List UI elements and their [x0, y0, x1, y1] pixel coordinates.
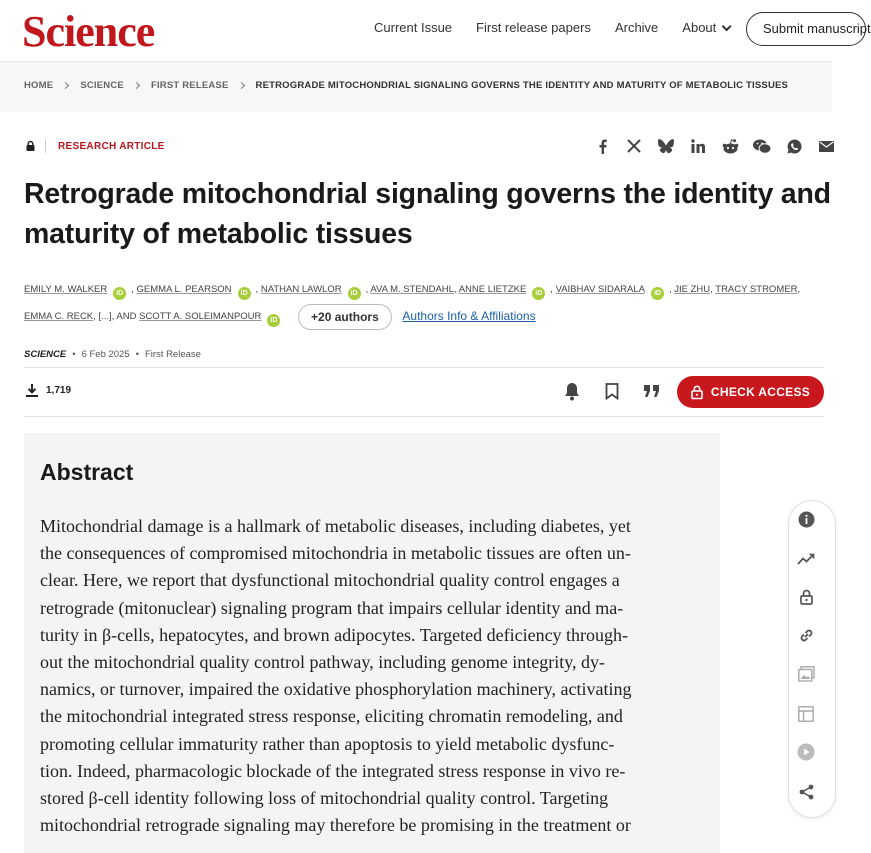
abstract-heading: Abstract: [40, 459, 134, 485]
nav-first-release[interactable]: First release papers: [476, 20, 591, 35]
share-icon[interactable]: [796, 782, 816, 802]
author-link[interactable]: EMILY M. WALKER: [24, 284, 108, 295]
orcid-icon[interactable]: iD: [532, 287, 545, 300]
article-side-rail: [788, 500, 836, 818]
author-link[interactable]: SCOTT A. SOLEIMANPOUR: [139, 311, 262, 323]
breadcrumb-current: RETROGRADE MITOCHONDRIAL SIGNALING GOVERNS THE IDENTITY AND MATURITY OF METABOLIC TISSUES: [255, 80, 789, 91]
abstract-line: namics, or turnover, impaired the oxidative phosphorylation machinery, activating: [40, 679, 632, 700]
orcid-icon[interactable]: iD: [238, 287, 251, 300]
chevron-down-icon: [722, 21, 732, 31]
science-logo[interactable]: Science: [22, 7, 155, 56]
info-icon[interactable]: [796, 509, 816, 529]
article-title: Retrograde mitochondrial signaling governs the identity and maturity of metabolic tissues: [24, 178, 831, 250]
authors-ellipsis[interactable]: [...]: [98, 311, 112, 323]
chevron-right-icon: [133, 82, 140, 89]
nav-about-label: About: [682, 20, 717, 35]
reddit-icon[interactable]: [714, 136, 746, 156]
divider: [45, 139, 46, 153]
author-link[interactable]: ANNE LIETZKE: [458, 284, 527, 295]
wechat-icon[interactable]: [746, 136, 778, 156]
divider: [24, 416, 824, 417]
lock-icon: [26, 141, 35, 151]
bookmark-icon[interactable]: [602, 381, 622, 401]
abstract-line: retrograde (mitonuclear) signaling program that impairs cellular identity and ma-: [40, 597, 624, 618]
nav-current-issue[interactable]: Current Issue: [374, 20, 453, 35]
author-link[interactable]: NATHAN LAWLOR: [260, 284, 342, 295]
article-tools: [562, 381, 682, 401]
abstract-line: turity in β-cells, hepatocytes, and brown adipocytes. Targeted deficiency through-: [40, 624, 629, 645]
tables-icon[interactable]: [796, 704, 816, 724]
lock-icon: [691, 385, 703, 399]
affiliations-link[interactable]: Authors Info & Affiliations: [402, 309, 536, 323]
author-link[interactable]: JIE ZHU: [674, 284, 711, 295]
divider: [24, 367, 824, 368]
chevron-right-icon: [62, 82, 69, 89]
site-header: [0, 0, 871, 62]
media-icon[interactable]: [796, 742, 816, 762]
metrics-icon[interactable]: [796, 549, 816, 569]
chevron-right-icon: [237, 82, 244, 89]
author-link[interactable]: TRACY STROMER: [715, 284, 798, 295]
author-list: EMILY M. WALKER iD , GEMMA L. PEARSON iD , NATHAN LAWLOR iD , AVA M. STENDAHL, ANNE LIETZKE iD , VAIBHAV SIDARALA iD , JIE ZHU, TRACY STROMER, EMMA C. RECK, [...], AND SCOTT A. SOLEIMANPOUR iD +20 authors Authors Info & Affiliations: [24, 276, 814, 330]
article-type: RESEARCH ARTICLE: [58, 141, 165, 152]
check-access-label: CHECK ACCESS: [710, 385, 811, 399]
more-authors-button[interactable]: +20 authors: [298, 304, 392, 330]
breadcrumb-home[interactable]: HOME: [24, 80, 54, 91]
email-icon[interactable]: [810, 136, 842, 156]
facebook-icon[interactable]: [586, 136, 618, 156]
x-icon[interactable]: [618, 136, 650, 156]
abstract-line: tion. Indeed, pharmacologic blockade of the integrated stress response in vivo re-: [40, 760, 626, 781]
abstract-line: mitochondrial retrograde signaling may therefore be promising in the treatment or: [40, 815, 631, 836]
nav-about[interactable]: [682, 20, 728, 35]
publication-status: First Release: [144, 349, 201, 360]
journal-name[interactable]: SCIENCE: [24, 349, 67, 360]
downloads-value: 1,719: [46, 385, 72, 396]
orcid-icon[interactable]: iD: [651, 287, 664, 300]
check-access-button[interactable]: [677, 376, 824, 408]
author-link[interactable]: GEMMA L. PEARSON: [136, 284, 232, 295]
figures-icon[interactable]: [796, 664, 816, 684]
abstract-line: Mitochondrial damage is a hallmark of metabolic diseases, including diabetes, yet: [40, 516, 631, 536]
author-link[interactable]: VAIBHAV SIDARALA: [555, 284, 645, 295]
authors-and: AND: [116, 311, 137, 323]
share-bar: [586, 136, 842, 156]
abstract-section: [24, 433, 720, 853]
nav-archive[interactable]: Archive: [614, 20, 659, 35]
link-icon[interactable]: [796, 625, 816, 645]
abstract-line: promoting cellular immaturity rather than apoptosis to yield metabolic dysfunc-: [40, 733, 615, 754]
main-nav: [374, 20, 752, 35]
orcid-icon[interactable]: iD: [348, 287, 361, 300]
breadcrumb-science[interactable]: SCIENCE: [80, 80, 124, 91]
downloads-count: [26, 384, 71, 397]
abstract-line: clear. Here, we report that dysfunctional mitochondrial quality control engages a: [40, 570, 620, 591]
orcid-icon[interactable]: iD: [267, 314, 280, 327]
bluesky-icon[interactable]: [650, 136, 682, 156]
breadcrumb-first-release[interactable]: FIRST RELEASE: [150, 80, 229, 91]
publication-meta: SCIENCE • 6 Feb 2025 • First Release: [24, 349, 201, 360]
author-link[interactable]: EMMA C. RECK: [24, 311, 94, 323]
cite-quote-icon[interactable]: [642, 381, 662, 401]
whatsapp-icon[interactable]: [778, 136, 810, 156]
abstract-text: [40, 513, 708, 839]
abstract-line: stored β-cell identity following loss of mitochondrial quality control. Targeting: [40, 788, 609, 809]
submit-manuscript-button[interactable]: Submit manuscript: [746, 12, 866, 46]
abstract-line: the consequences of compromised mitochondria in metabolic tissues are often un-: [40, 543, 631, 564]
orcid-icon[interactable]: iD: [113, 287, 126, 300]
download-icon: [26, 384, 38, 397]
alert-bell-icon[interactable]: [562, 381, 582, 401]
publication-date: 6 Feb 2025: [81, 349, 130, 360]
lock-icon[interactable]: [796, 587, 816, 607]
breadcrumb: [24, 80, 788, 91]
author-link[interactable]: AVA M. STENDAHL: [370, 284, 454, 295]
abstract-line: out the mitochondrial quality control pathway, including genome integrity, dy-: [40, 652, 606, 673]
abstract-line: the mitochondrial integrated stress response, eliciting chromatin remodeling, and: [40, 706, 623, 727]
linkedin-icon[interactable]: [682, 136, 714, 156]
